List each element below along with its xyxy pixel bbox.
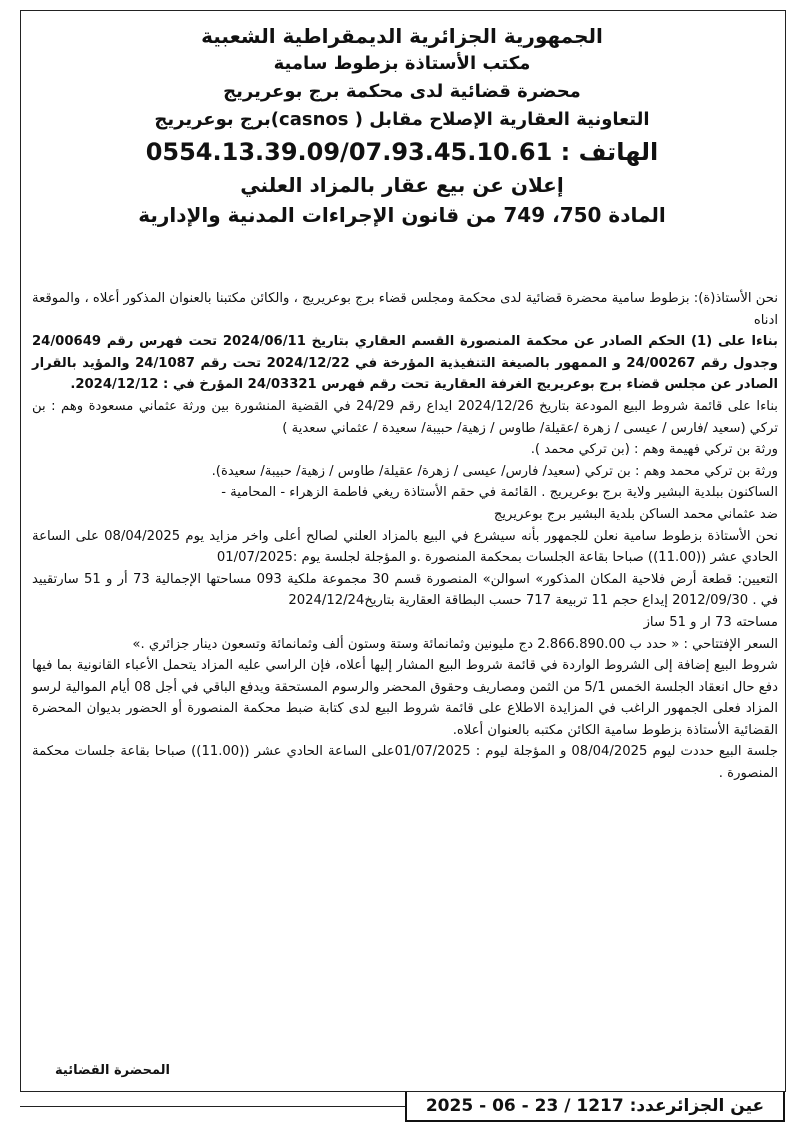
phone-label: الهاتف : bbox=[560, 138, 659, 166]
phone-line bbox=[22, 134, 782, 170]
paragraph-area: مساحته 73 ار و 51 ساز bbox=[643, 614, 778, 630]
paragraph-sale-terms: شروط البيع إضافة إلى الشروط الواردة في قائمة شروط البيع المشار إليها أعلاه، فإن الراسي عليه المزاد يتحمل الأعباء القانونية بما فيها دفع حال انعقاد الجلسة الخمس 5/1 من الثمن ومصاريف وحقوق المحضر والرسوم المستحقة ويدفع الباقي في أجل 08 أيام الموالية لرسو المزاد فعلى الجمهور الراغب في المزايدة الاطلاع على قائمة شروط البيع لدى كتابة ضبط محكمة المنصورة أو الحضور بديوان المحضرة القضائية الأستاذة بزطوط سامية الكائن مكتبه بالعنوان أعلاه. bbox=[32, 658, 778, 738]
office-address: التعاونية العقارية الإصلاح مقابل ( casnos)برج بوعريريج bbox=[154, 109, 650, 130]
paragraph-residents: الساكنون ببلدية البشير ولاية برج بوعريريج . القائمة في حقم الأستاذة ريغي فاطمة الزهراء - المحامية - bbox=[221, 485, 778, 501]
paragraph-judgment: بناءا على (1) الحكم الصادر عن محكمة المنصورة القسم العقاري بتاريخ 2024/06/11 تحت فهرس رقم 24/00649 وجدول رقم 24/00267 و الممهور بالصيغة التنفيذية المؤرخة في 2024/12/22 تحت رقم 24/1087 والمؤيد بالقرار الصادر عن مجلس قضاء برج بوعريريج الغرفة العقارية تحت رقم فهرس 24/03321 المؤرخ في : 2024/12/12. bbox=[32, 334, 778, 393]
republic-title: الجمهورية الجزائرية الديمقراطية الشعبية bbox=[201, 24, 603, 48]
signature-label: المحضرة القضائية bbox=[55, 1063, 170, 1078]
paragraph-heirs-mohamed: ورثة بن تركي محمد وهم : بن تركي (سعيد/ فارس/ عيسى / زهرة/ عقيلة/ طاوس / زهية/ حبيبة/ سعيدة). bbox=[211, 463, 778, 479]
phone-number: 0554.13.39.09/07.93.45.10.61 bbox=[145, 138, 553, 166]
paragraph-bailiff-intro: نحن الأستاذ(ة): بزطوط سامية محضرة قضائية لدى محكمة ومجلس قضاء برج بوعريريج ، والكائن مكتبنا بالعنوان المذكور أعلاه ، والموقعة ادناه bbox=[32, 291, 778, 328]
paragraph-heirs-fahima: ورثة بن تركي فهيمة وهم : (بن تركي محمد ). bbox=[530, 442, 778, 458]
notice-body bbox=[32, 288, 778, 785]
notice-header bbox=[22, 22, 782, 230]
bailiff-title: محضرة قضائية لدى محكمة برج بوعريريج bbox=[223, 81, 581, 102]
paragraph-auction-announcement: نحن الأستاذة بزطوط سامية نعلن للجمهور بأنه سيشرع في البيع بالمزاد العلني لصالح أعلى واخر مزايد يوم 08/04/2025 على الساعة الحادي عشر ((11.00)) صباحا بقاعة الجلسات بمحكمة المنصورة .و المؤجلة لجلسة يوم :01/07/2025 bbox=[32, 528, 778, 566]
paragraph-session-date: جلسة البيع حددت ليوم 08/04/2025 و المؤجلة ليوم : 01/07/2025على الساعة الحادي عشر ((11.00)) صباحا بقاعة جلسات محكمة المنصورة . bbox=[32, 744, 778, 782]
paragraph-defendant: ضد عثماني محمد الساكن بلدية البشير برج بوعريريج bbox=[493, 506, 778, 522]
publication-footer: عين الجزائرعدد: 1217 / 23 - 06 - 2025 bbox=[405, 1092, 785, 1122]
notice-title: إعلان عن بيع عقار بالمزاد العلني bbox=[240, 173, 564, 197]
legal-article: المادة 750، 749 من قانون الإجراءات المدنية والإدارية bbox=[138, 203, 666, 227]
office-name: مكتب الأستاذة بزطوط سامية bbox=[273, 53, 531, 74]
footer-rule bbox=[20, 1106, 406, 1107]
paragraph-opening-price: السعر الإفتتاحي : « حدد ب 2.866.890.00 دج مليونين وثمانمائة وستة وستون ألف وثمانمائة وتسعون دينار جزائري .» bbox=[132, 636, 778, 652]
paragraph-sale-conditions: بناءا على قائمة شروط البيع المودعة بتاريخ 2024/12/26 ايداع رقم 24/29 في القضية المنشورة بين ورثة عثماني مسعودة وهم : بن تركي (سعيد /فارس / عيسى / زهرة /عقيلة/ طاوس / زهية/ حبيبة/ سعيدة / عثماني سعدية ) bbox=[32, 398, 778, 436]
paragraph-property-designation: التعيين: قطعة أرض فلاحية المكان المذكور» اسوالن» المنصورة قسم 30 مجموعة ملكية 093 مساحتها الإجمالية 73 أر و 51 سارتقييد في . 2012/09/30 إيداع حجم 11 تربيعة 717 حسب البطاقة العقارية بتاريخ2024/12/24 bbox=[32, 571, 778, 609]
